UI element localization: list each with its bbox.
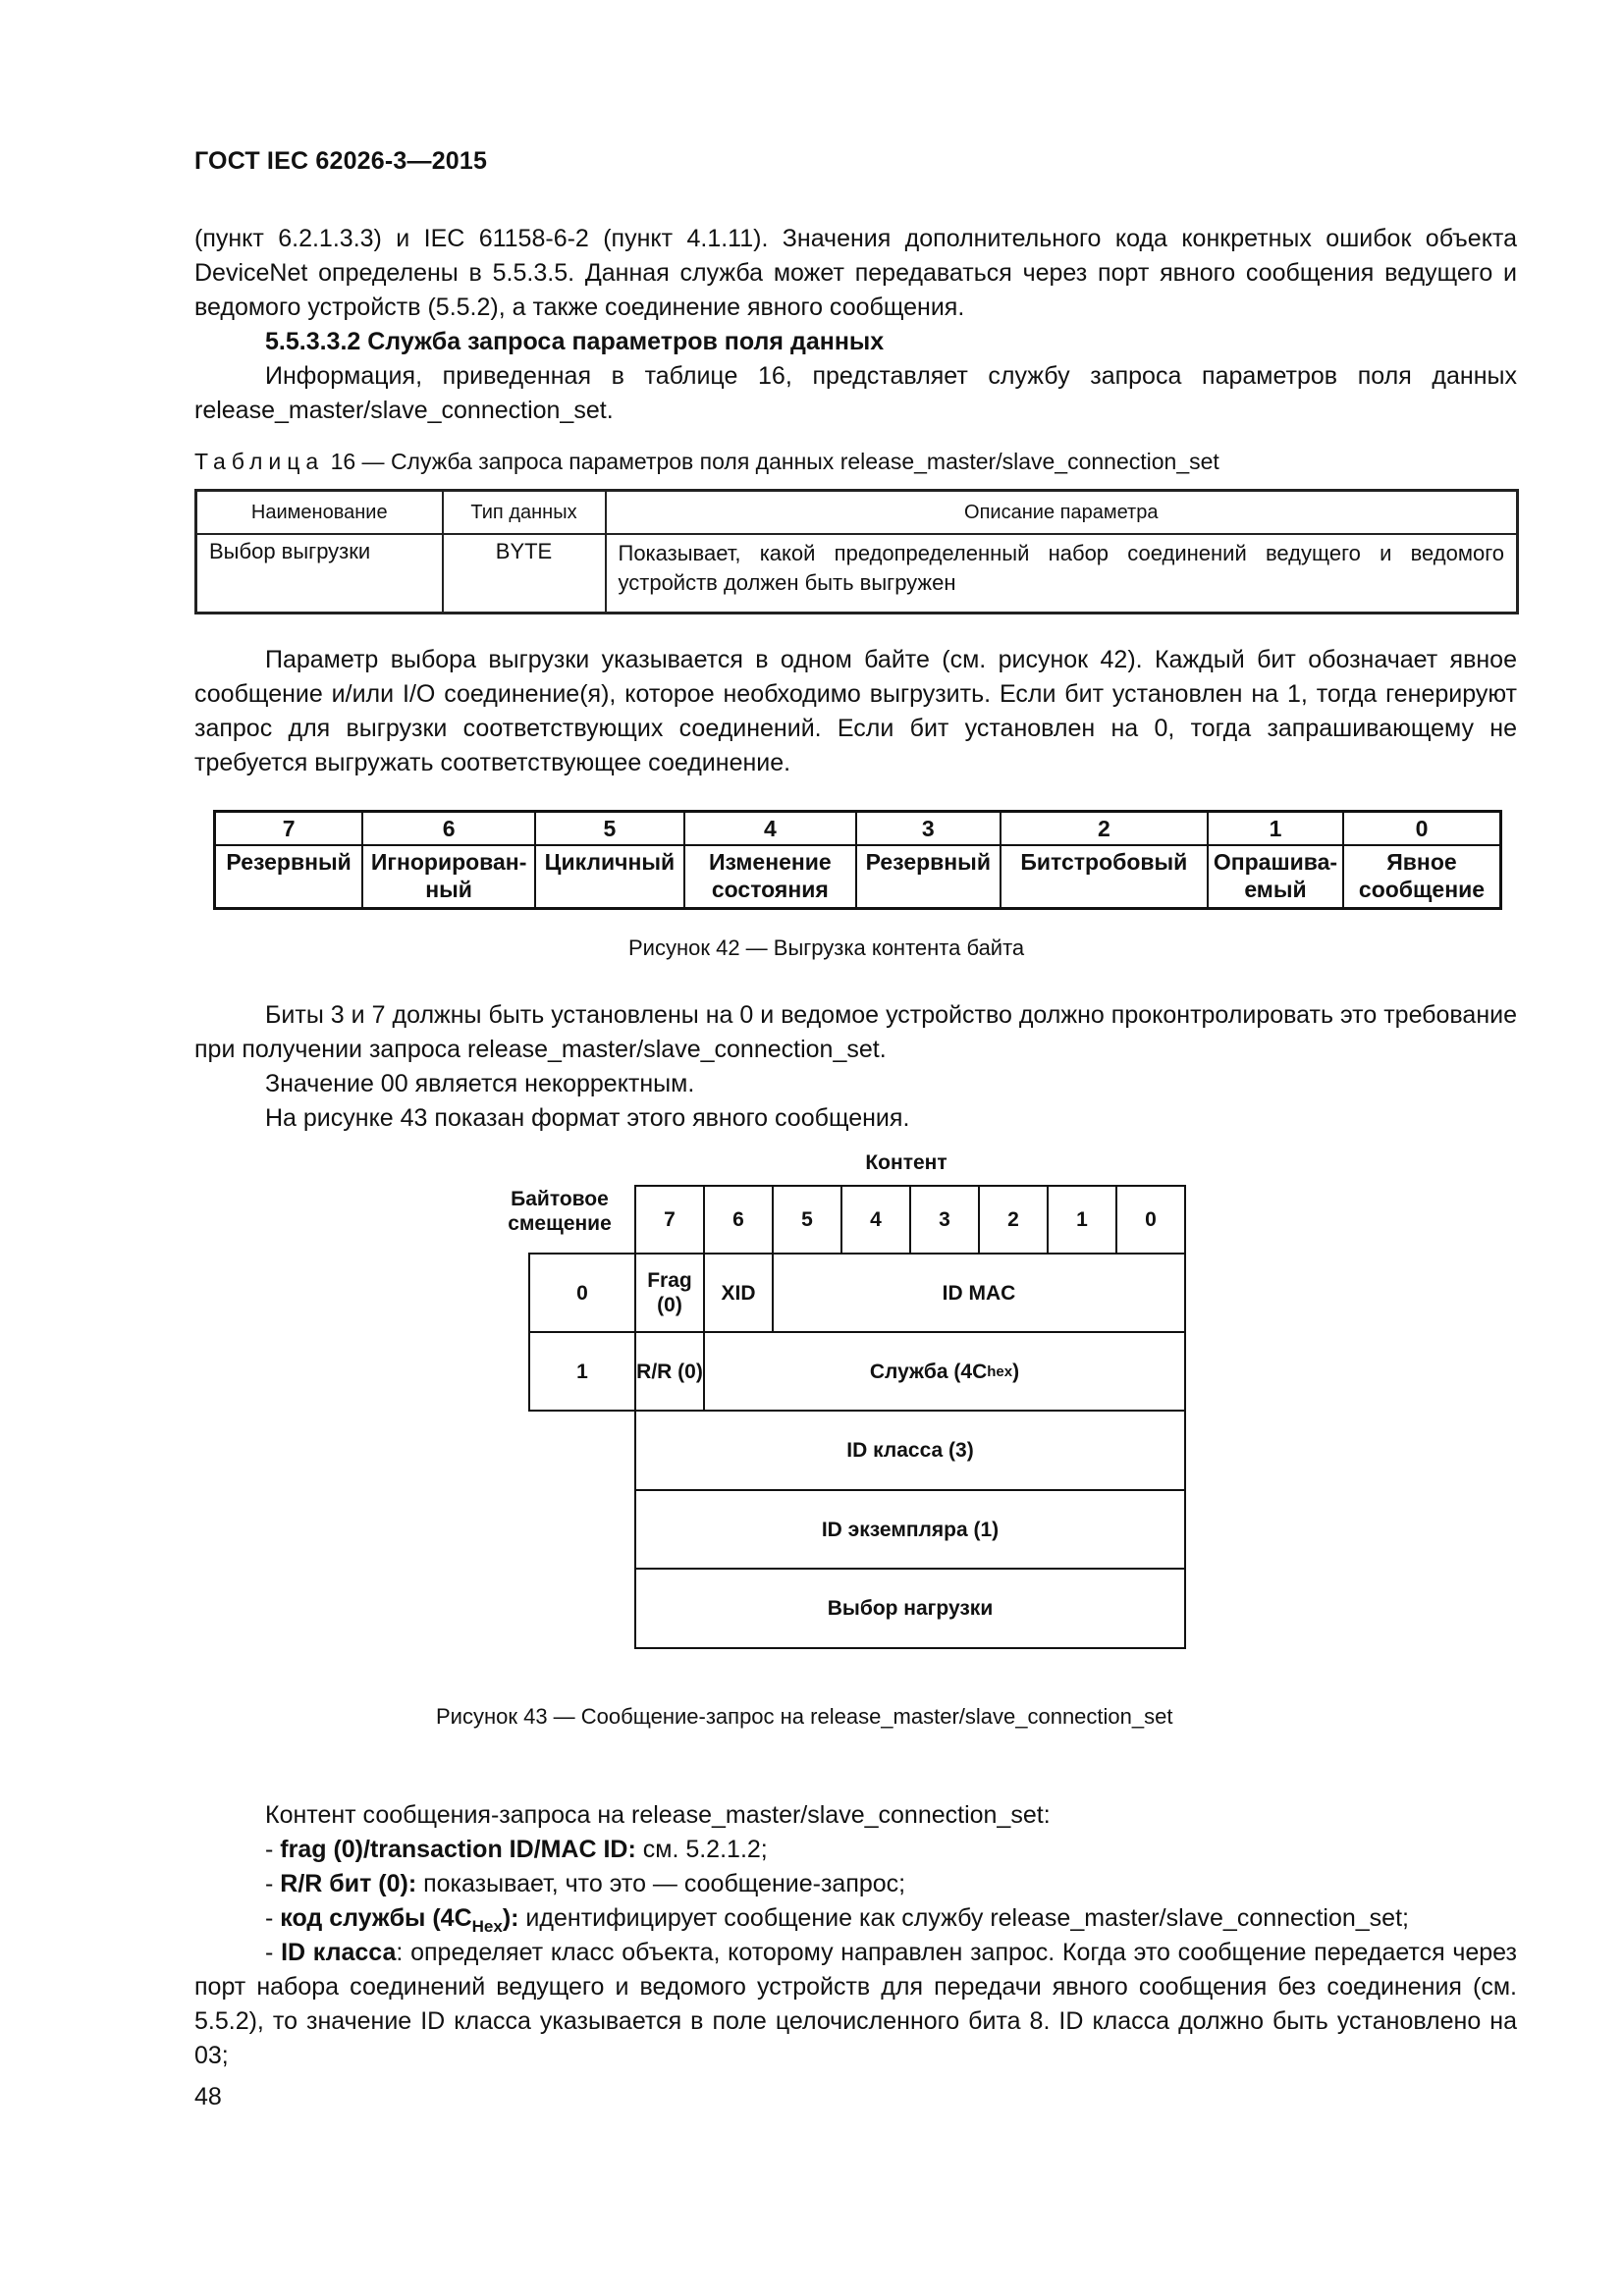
bit-header-0: 0 xyxy=(1115,1185,1186,1255)
bit-number: 0 xyxy=(1343,812,1501,846)
list-text: идентифицирует сообщение как службу release_master/slave_connection_set; xyxy=(518,1904,1409,1932)
figure-43-intro: На рисунке 43 показан формат этого явного сообщения. xyxy=(265,1104,910,1132)
bits-paragraph: Биты 3 и 7 должны быть установлены на 0 и ведомое устройство должно проконтролировать это требование при получении запроса release_master/slave_connection_set. xyxy=(194,1001,1517,1063)
table-row xyxy=(196,534,1518,613)
list-text: см. 5.2.1.2; xyxy=(635,1836,768,1863)
list-text: показывает, что это — сообщение-запрос; xyxy=(416,1870,906,1897)
section-heading: 5.5.3.3.2 Служба запроса параметров поля данных xyxy=(265,328,885,355)
bit-header-1: 1 xyxy=(1047,1185,1117,1255)
bit-label: Резервный xyxy=(215,845,363,909)
list-term: R/R бит (0): xyxy=(280,1870,417,1897)
class-id-paragraph xyxy=(194,1936,1517,2073)
bit-label xyxy=(362,845,535,909)
list-dash: - xyxy=(265,1939,274,1966)
figure-43-caption: Рисунок 43 — Сообщение-запрос на release_master/slave_connection_set xyxy=(436,1704,1173,1729)
table-cell-name: Выбор выгрузки xyxy=(196,534,443,613)
list-term xyxy=(280,1904,519,1936)
bit-header-4: 4 xyxy=(840,1185,911,1255)
bit-label: Цикличный xyxy=(535,845,684,909)
mac-id-cell: ID MAC xyxy=(772,1253,1186,1333)
class-id-cell: ID класса (3) xyxy=(634,1410,1186,1491)
xid-cell: XID xyxy=(703,1253,774,1333)
bit-header-7: 7 xyxy=(634,1185,705,1255)
intro-paragraph: (пункт 6.2.1.3.3) и IEC 61158-6-2 (пункт 4.1.11). Значения дополнительного кода конкретных ошибок объекта DeviceNet определены в 5.5.3.5. Данная служба может передаваться через порт явного сообщения ведущего и ведомого устройств (5.5.2), а также соединение явного сообщения. xyxy=(194,225,1517,321)
bit-header-5: 5 xyxy=(772,1185,842,1255)
table-header-type: Тип данных xyxy=(443,491,606,535)
bit-number: 3 xyxy=(856,812,1001,846)
bit-number: 4 xyxy=(684,812,856,846)
list-term-sub: Hex xyxy=(471,1917,503,1936)
list-term: ID класса xyxy=(281,1939,397,1966)
list-dash: - xyxy=(265,1870,274,1897)
bit-number: 7 xyxy=(215,812,363,846)
list-term: frag (0)/transaction ID/MAC ID: xyxy=(280,1836,636,1863)
load-select-cell: Выбор нагрузки xyxy=(634,1568,1186,1649)
bit-label-row xyxy=(215,845,1501,909)
bit-number: 6 xyxy=(362,812,535,846)
offset-0: 0 xyxy=(528,1253,636,1333)
table-cell-description: Показывает, какой предопределенный набор соединений ведущего и ведомого устройств должен быть выгружен xyxy=(606,534,1518,613)
figure-42-caption: Рисунок 42 — Выгрузка контента байта xyxy=(628,935,1025,960)
rr-cell: R/R (0) xyxy=(634,1331,705,1412)
list-term-end: ): xyxy=(502,1904,519,1932)
bit-header-6: 6 xyxy=(703,1185,774,1255)
table-caption-prefix: Таблица xyxy=(194,449,325,474)
bit-header-3: 3 xyxy=(909,1185,980,1255)
service-cell xyxy=(703,1331,1186,1412)
service-sub: hex xyxy=(987,1362,1013,1380)
table-cell-type: BYTE xyxy=(443,534,606,613)
list-item xyxy=(265,1833,768,1867)
table-caption-text: 16 — Служба запроса параметров поля данных release_master/slave_connection_set xyxy=(330,449,1219,474)
bit-number-row xyxy=(215,812,1501,846)
byte-offset-label: Байтовое смещение xyxy=(508,1188,612,1235)
bit-label: Изменение состояния xyxy=(684,845,856,909)
list-term-text: код службы (4C xyxy=(280,1904,472,1932)
bit-label: Явное сообщение xyxy=(1343,845,1501,909)
selection-paragraph: Параметр выбора выгрузки указывается в одном байте (см. рисунок 42). Каждый бит обозначает явное сообщение и/или I/O соединение(я), которое необходимо выгрузить. Если бит установлен на 1, тогда генерируют запрос для выгрузки соответствующих соединений. Если бит установлен на 0, тогда запрашивающему не требуется выгружать соответствующее соединение. xyxy=(194,646,1517,776)
table-caption xyxy=(194,449,1219,475)
bit-header-2: 2 xyxy=(978,1185,1049,1255)
figure-42-byte-table xyxy=(213,810,1502,910)
content-label: Контент xyxy=(865,1151,947,1174)
bit-number: 2 xyxy=(1001,812,1208,846)
table-header-name: Наименование xyxy=(196,491,443,535)
document-header: ГОСТ IEC 62026-3—2015 xyxy=(194,147,488,175)
bit-label-text: Игнорирован-ный xyxy=(370,849,527,902)
frag-cell: Frag (0) xyxy=(634,1253,705,1333)
bit-number: 5 xyxy=(535,812,684,846)
page-number: 48 xyxy=(194,2083,222,2110)
list-dash: - xyxy=(265,1836,274,1863)
table-header-description: Описание параметра xyxy=(606,491,1518,535)
instance-id-cell: ID экземпляра (1) xyxy=(634,1489,1186,1570)
table-header-row xyxy=(196,491,1518,535)
list-dash: - xyxy=(265,1904,274,1932)
bit-label: Опрашива-емый xyxy=(1208,845,1343,909)
table-16 xyxy=(194,489,1519,614)
bit-label: Резервный xyxy=(856,845,1001,909)
offset-1: 1 xyxy=(528,1331,636,1412)
section-paragraph: Информация, приведенная в таблице 16, представляет службу запроса параметров поля данных release_master/slave_connection_set. xyxy=(194,362,1517,424)
value-note: Значение 00 является некорректным. xyxy=(265,1070,695,1097)
content-list-intro: Контент сообщения-запроса на release_master/slave_connection_set: xyxy=(265,1801,1051,1829)
list-text: : определяет класс объекта, которому направлен запрос. Когда это сообщение передается через порт набора соединений ведущего и ведомого устройств для передачи явного сообщения без соединения (см. 5.5.2), то значение ID класса указывается в поле целочисленного бита 8. ID класса должно быть установлено на 03; xyxy=(194,1939,1517,2069)
list-item xyxy=(265,1867,905,1901)
service-text: Служба (4C xyxy=(869,1360,988,1383)
bit-number: 1 xyxy=(1208,812,1343,846)
bit-label: Битстробовый xyxy=(1001,845,1208,909)
service-end: ) xyxy=(1012,1360,1020,1383)
